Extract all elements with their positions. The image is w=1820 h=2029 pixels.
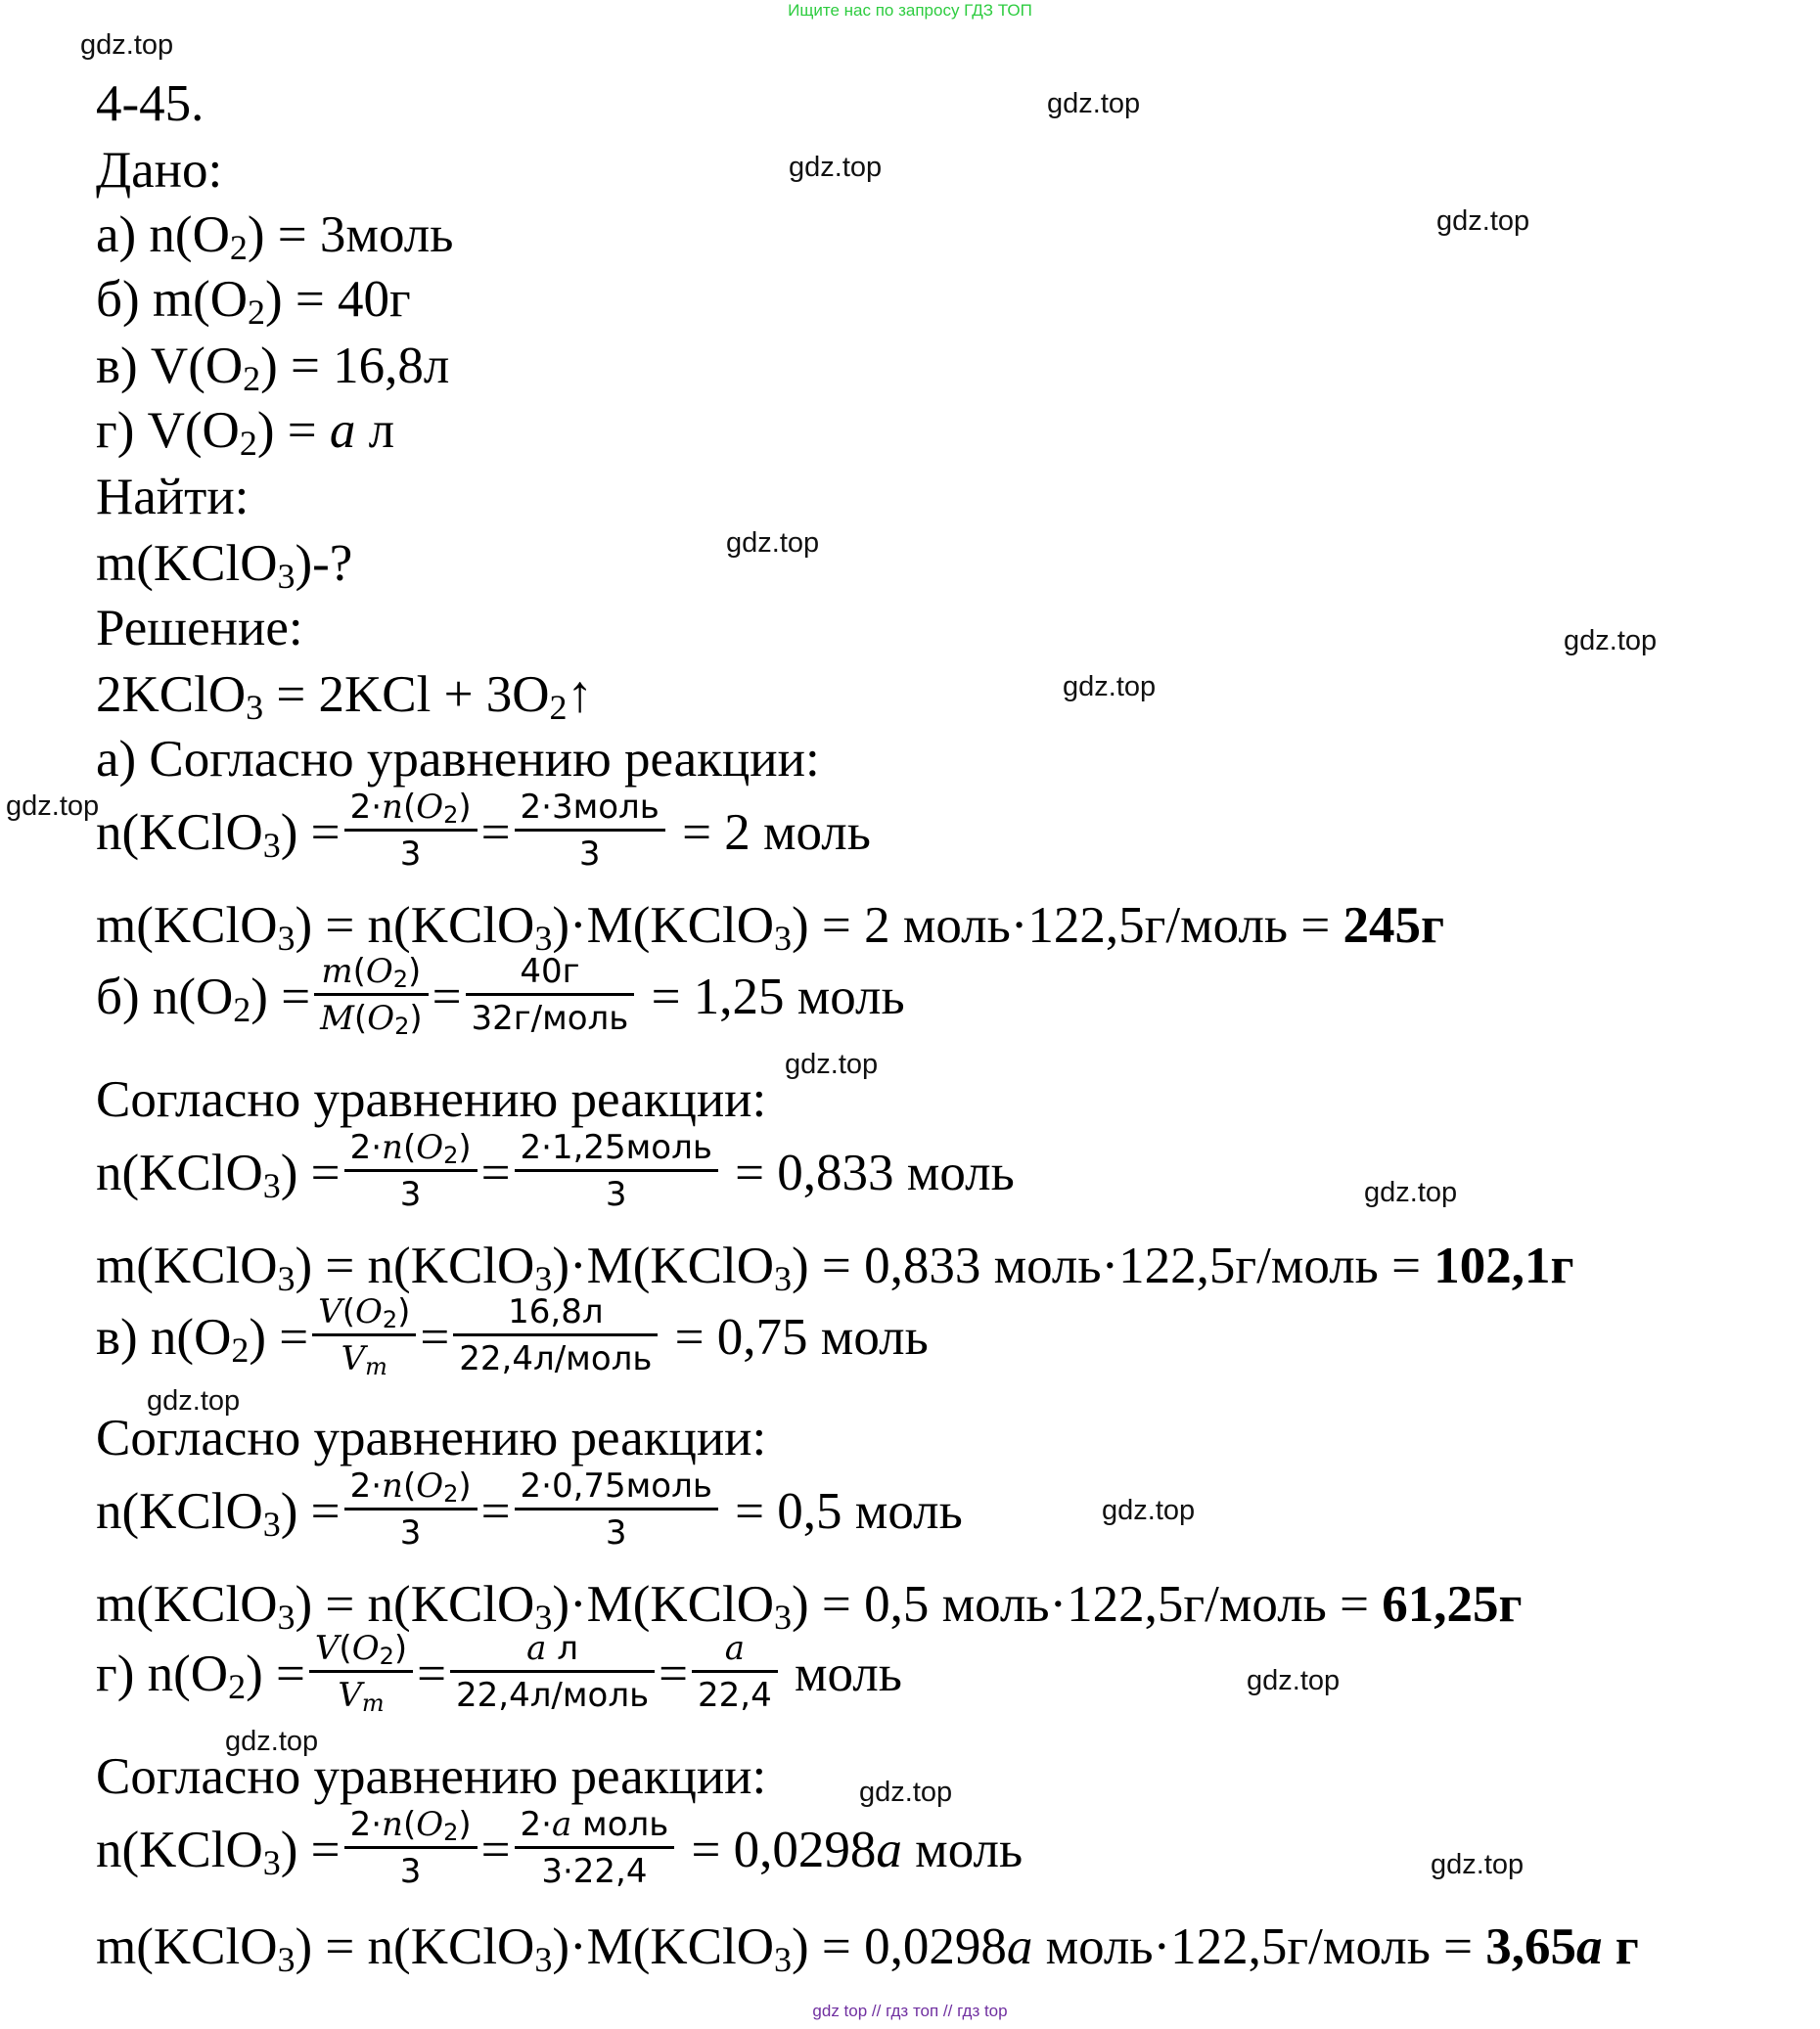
part-g-m-line: m(KClO$_3$) = n(KClO$_3$)·M(KClO$_3$) = 0,0298a моль·122,5г/моль = 3,65a г: [96, 1918, 1639, 1979]
part-b-n-line: n(KClO$_3$) = $\frac{2\cdot n(O_2)}{3}$ = $\frac{\text{2·1,25моль}}{3}$ = 0,833 моль: [96, 1128, 1015, 1215]
top-banner: Ищите нас по запросу ГДЗ ТОП: [788, 1, 1032, 20]
watermark: gdz.top: [1564, 625, 1658, 656]
fraction: $\frac{\text{a л}}{\text{22,4л/моль}}$: [450, 1630, 655, 1715]
watermark: gdz.top: [1431, 1849, 1524, 1880]
watermark: gdz.top: [147, 1385, 241, 1417]
fraction: $\frac{2\cdot n(O_2)}{3}$: [344, 1806, 478, 1891]
watermark: gdz.top: [785, 1049, 879, 1080]
watermark: gdz.top: [1063, 671, 1157, 702]
reaction-equation: 2KClO$_3$ = $2KCl + 3O_2↑$: [96, 666, 594, 727]
footer-links: gdz top // гдз топ // гдз top: [812, 2002, 1008, 2020]
fraction: $\frac{\text{2·0,75моль}}{3}$: [515, 1467, 718, 1553]
find-value: m(KClO$_3$)-?: [96, 535, 353, 596]
fraction: $\frac{16,8л}{\text{22,4л/моль}}$: [453, 1293, 658, 1378]
answer-v: 61,25г: [1382, 1576, 1523, 1633]
part-a-n-line: n(KClO$_3$) = $\frac{2\cdot n(O_2)}{3}$ = $\frac{\text{2·3моль}}{3}$ = 2 моль: [96, 788, 871, 875]
part-v-n-o2-line: в) $n(O_2)$ = $\frac{V(O_2)}{V_m}$ = $\frac{16,8л}{\text{22,4л/моль}}$ = 0,75 моль: [96, 1292, 929, 1381]
fraction: $\frac{\text{2·1,25моль}}{3}$: [515, 1129, 718, 1214]
fraction: $\frac{\text{2·3моль}}{3}$: [515, 789, 665, 874]
fraction: $\frac{\text{2·a моль}}{3\cdot 22,4}$: [515, 1806, 675, 1891]
watermark: gdz.top: [726, 527, 820, 559]
watermark: gdz.top: [1364, 1177, 1458, 1208]
given-a: а) $n(O_2)$ = 3моль: [96, 206, 454, 267]
fraction: $\frac{V(O_2)}{V_m}$: [312, 1293, 416, 1378]
given-v: в) $V(O_2) = 16,8л$: [96, 338, 450, 398]
part-b-label: Согласно уравнению реакции:: [96, 1071, 767, 1128]
part-v-label: Согласно уравнению реакции:: [96, 1410, 767, 1466]
fraction: $\frac{2\cdot n(O_2)}{3}$: [344, 1467, 478, 1553]
find-heading: Найти:: [96, 469, 250, 525]
watermark: gdz.top: [6, 790, 100, 822]
watermark: gdz.top: [1436, 205, 1530, 237]
watermark: gdz.top: [1047, 88, 1141, 119]
part-g-label: Согласно уравнению реакции:: [96, 1748, 767, 1805]
part-g-n-o2-line: г) $n(O_2)$ = $\frac{V(O_2)}{V_m}$ = $\frac{\text{a л}}{\text{22,4л/моль}}$ = $\frac{a}{22,4}$ моль: [96, 1629, 902, 1718]
fraction: $\frac{2\cdot n(O_2)}{3}$: [344, 789, 478, 874]
watermark: gdz.top: [859, 1777, 953, 1808]
fraction: $\frac{m(O_2)}{M(O_2)}$: [314, 953, 429, 1038]
part-g-n-line: n(KClO$_3$) = $\frac{2\cdot n(O_2)}{3}$ = $\frac{\text{2·a моль}}{3\cdot 22,4}$ = 0,0298a моль: [96, 1805, 1024, 1892]
given-b: б) $m(O_2) = 40г$: [96, 271, 411, 332]
part-a-m-line: m(KClO$_3$) = n(KClO$_3$)·M(KClO$_3$) = 2 моль·122,5г/моль = 245г: [96, 897, 1445, 958]
part-v-m-line: m(KClO$_3$) = n(KClO$_3$)·M(KClO$_3$) = 0,5 моль·122,5г/моль = 61,25г: [96, 1576, 1523, 1637]
watermark: gdz.top: [1102, 1495, 1196, 1526]
part-v-n-line: n(KClO$_3$) = $\frac{2\cdot n(O_2)}{3}$ = $\frac{\text{2·0,75моль}}{3}$ = 0,5 моль: [96, 1466, 963, 1554]
fraction: $\frac{40г}{\text{32г/моль}}$: [466, 953, 635, 1038]
part-a-label: а) Согласно уравнению реакции:: [96, 731, 820, 788]
problem-number: 4-45.: [96, 75, 205, 132]
watermark: gdz.top: [80, 29, 174, 61]
fraction: $\frac{a}{22,4}$: [692, 1630, 778, 1715]
part-b-n-o2-line: б) $n(O_2)$ = $\frac{m(O_2)}{M(O_2)}$ = $\frac{40г}{\text{32г/моль}}$ = 1,25 моль: [96, 952, 905, 1041]
answer-b: 102,1г: [1433, 1238, 1574, 1294]
answer-g: 3,65a г: [1485, 1918, 1639, 1975]
fraction: $\frac{2\cdot n(O_2)}{3}$: [344, 1129, 478, 1214]
watermark: gdz.top: [225, 1726, 319, 1757]
watermark: gdz.top: [1247, 1665, 1341, 1696]
fraction: $\frac{V(O_2)}{V_m}$: [309, 1630, 413, 1715]
given-g: г) $V(O_2) = a$ л: [96, 402, 395, 463]
given-heading: Дано:: [96, 142, 223, 199]
solution-heading: Решение:: [96, 600, 303, 656]
answer-a: 245г: [1342, 897, 1445, 954]
watermark: gdz.top: [789, 152, 883, 183]
part-b-m-line: m(KClO$_3$) = n(KClO$_3$)·M(KClO$_3$) = 0,833 моль·122,5г/моль = 102,1г: [96, 1238, 1574, 1298]
